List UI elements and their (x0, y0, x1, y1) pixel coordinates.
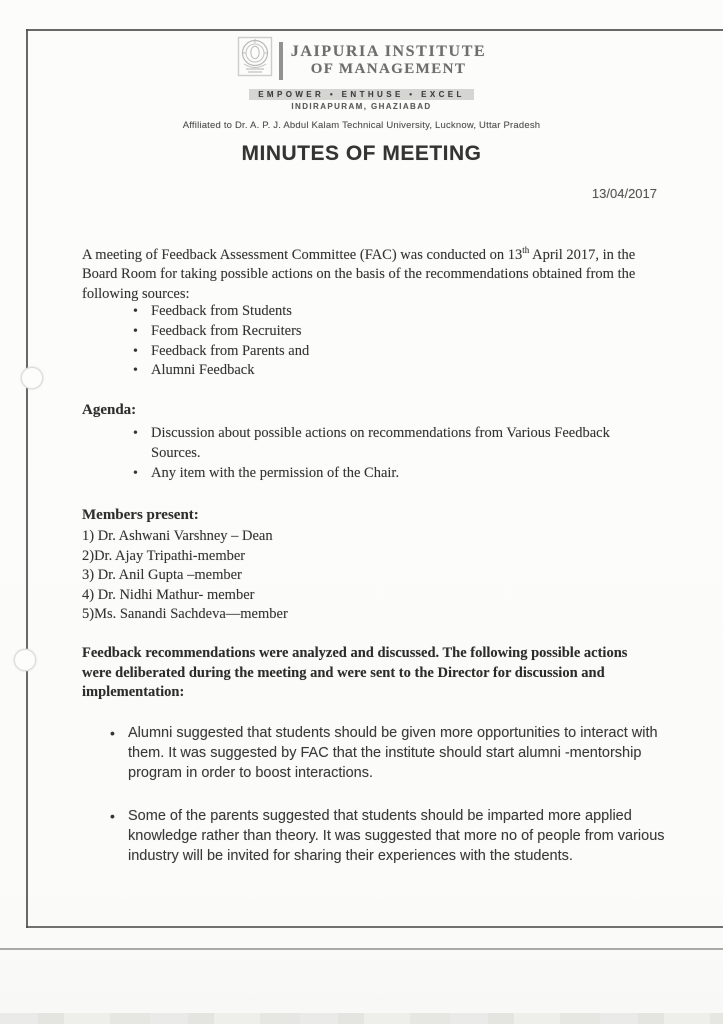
feedback-sources-list (133, 302, 553, 381)
institute-name (291, 43, 487, 78)
scan-bottom-artifact (0, 1013, 723, 1024)
scan-border-bottom (26, 926, 723, 928)
list-item: • Any item with the permission of the Chair. (133, 464, 661, 484)
document-title: MINUTES OF MEETING (241, 142, 482, 165)
institute-name-line1: JAIPURIA INSTITUTE (290, 43, 487, 60)
intro-paragraph (82, 241, 666, 304)
list-item: • Alumni Feedback (133, 361, 553, 381)
action-item: • Alumni suggested that students should be given more opportunities to interact with them. It was suggested by FAC that the institute should start alumni -mentorship program in order to boost interactions. (110, 724, 672, 783)
institute-logo (237, 36, 487, 85)
institute-location: INDIRAPURAM, GHAZIABAD (291, 102, 432, 111)
members-list (82, 527, 502, 625)
deliberation-summary: Feedback recommendations were analyzed and discussed. The following possible actions were deliberated during the meeting and were sent to the Director for discussion and implementation: (82, 645, 628, 700)
intro-text-before: A meeting of Feedback Assessment Committee (FAC) was conducted on 13 (82, 246, 523, 263)
intro-text-after: April 2017, in the Board Room for taking possible actions on the basis of the recommendations obtained from the following sources: (82, 246, 636, 302)
ordinal-superscript: th (522, 245, 530, 255)
list-item: • Discussion about possible actions on recommendations from Various Feedback Sources. (133, 424, 661, 464)
meeting-date: 13/04/2017 (591, 186, 657, 201)
list-item: • Feedback from Students (133, 302, 553, 322)
agenda-list (133, 424, 661, 483)
member-entry: 1) Dr. Ashwani Varshney – Dean (82, 528, 273, 544)
scan-border-top (26, 29, 723, 31)
paper-edge-shadow (0, 948, 723, 950)
logo-divider (279, 42, 283, 80)
affiliation-line: Affiliated to Dr. A. P. J. Abdul Kalam Technical University, Lucknow, Uttar Pradesh (182, 120, 541, 131)
action-item: • Some of the parents suggested that students should be imparted more applied knowledge rather than theory. It was suggested that more no of people from various industry will be invited for sharing their experiences with the students. (110, 807, 672, 866)
list-item: • Feedback from Recruiters (133, 322, 553, 342)
institute-crest-icon (237, 36, 273, 85)
member-entry: 3) Dr. Anil Gupta –member (82, 567, 242, 584)
list-item: • Feedback from Parents and (133, 342, 553, 362)
punch-hole-bottom (15, 650, 35, 670)
punch-hole-top (22, 368, 42, 388)
letterhead (0, 36, 723, 131)
institute-tagline: EMPOWER • ENTHUSE • EXCEL (249, 89, 474, 100)
agenda-heading: Agenda: (82, 402, 137, 418)
member-entry: 5)Ms. Sanandi Sachdeva—member (82, 606, 288, 623)
members-heading: Members present: (82, 507, 199, 523)
action-items-list (110, 724, 672, 867)
member-entry: 2)Dr. Ajay Tripathi-member (82, 547, 246, 564)
institute-name-line2: OF MANAGEMENT (310, 61, 467, 77)
member-entry: 4) Dr. Nidhi Mathur- member (82, 586, 255, 603)
